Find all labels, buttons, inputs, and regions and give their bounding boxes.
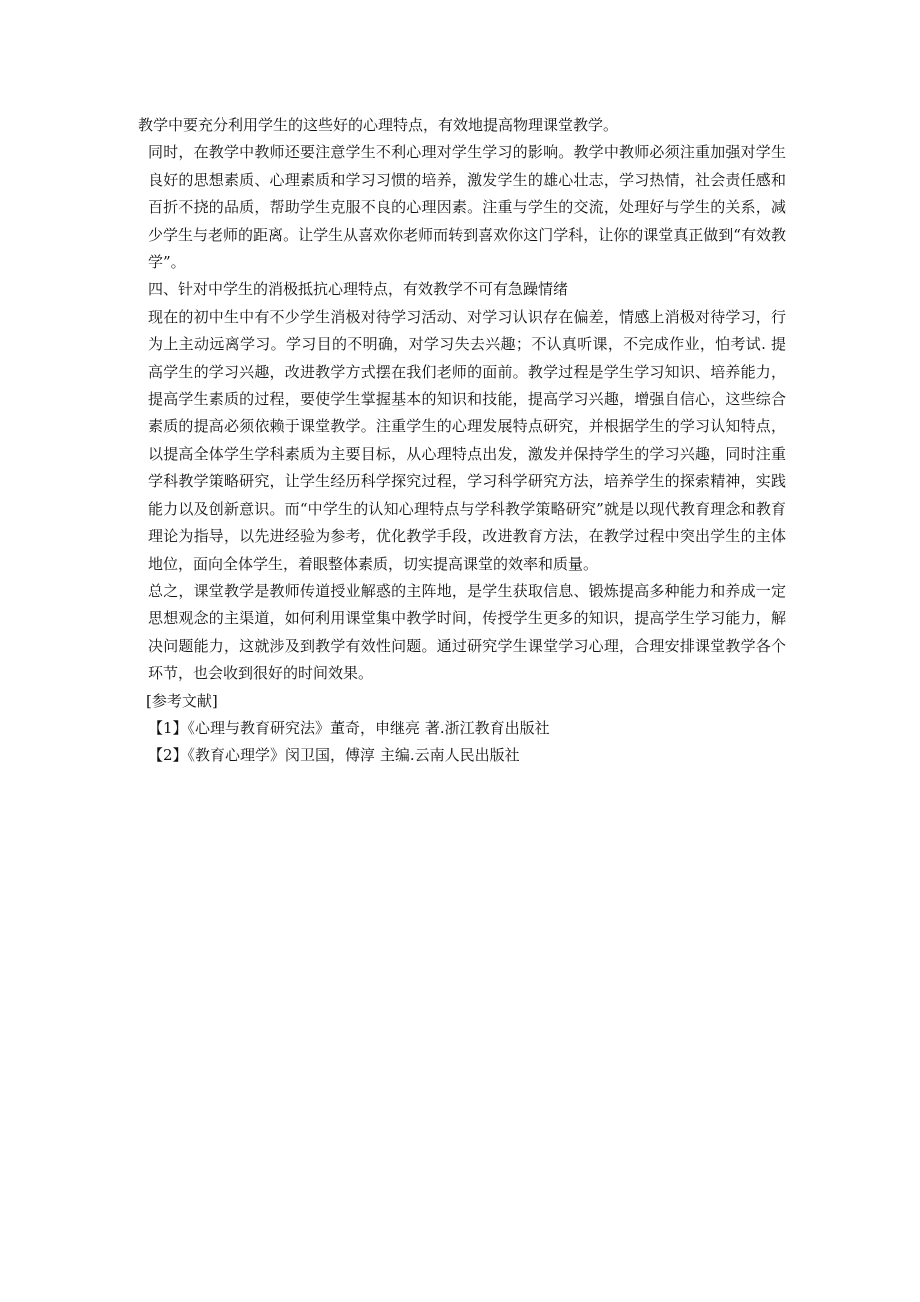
section-heading-four: 四、针对中学生的消极抵抗心理特点，有效教学不可有急躁情绪 <box>148 280 569 299</box>
reference-item-2: 【2】《教育心理学》闵卫国，傅淳 主编.云南人民出版社 <box>148 746 520 765</box>
paragraph-intro-continuation: 教学中要充分利用学生的这些好的心理特点，有效地提高物理课堂教学。 <box>138 116 619 134</box>
references-title: [参考文献] <box>146 691 218 710</box>
paragraph-teacher-influence: 同时，在教学中教师还要注意学生不利心理对学生学习的影响。教学中教师必须注重加强对学生良好的思想素质、心理素质和学习习惯的培养，激发学生的雄心壮志，学习热情，社会责任感和百折不挠的品质，帮助学生克服不良的心理因素。注重与学生的交流，处理好与学生的关系，减少学生与老师的距离。让学生从喜欢你老师而转到喜欢你这门学科，让你的课堂真正做到“有效教学”。 <box>148 143 786 272</box>
paragraph-conclusion: 总之，课堂教学是教师传道授业解惑的主阵地，是学生获取信息、锻炼提高多种能力和养成一定思想观念的主渠道，如何利用课堂集中教学时间，传授学生更多的知识，提高学生学习能力，解决问题能力，这就涉及到教学有效性问题。通过研究学生课堂学习心理，合理安排课堂教学各个环节，也会收到很好的时间效果。 <box>148 581 786 683</box>
paragraph-passive-students: 现在的初中生中有不少学生消极对待学习活动、对学习认识存在偏差，情感上消极对待学习，行为上主动远离学习。学习目的不明确，对学习失去兴趣；不认真听课，不完成作业，怕考试. 提高学生的学习兴趣，改进教学方式摆在我们老师的面前。教学过程是学生学习知识、培养能力，提高学生素质的过程，要使学生掌握基本的知识和技能，提高学习兴趣，增强自信心，这些综合素质的提高必须依赖于课堂教学。注重学生的心理发展特点研究，并根据学生的学习认知特点，以提高全体学生学科素质为主要目标，从心理特点出发，激发并保持学生的学习兴趣，同时注重学科教学策略研究，让学生经历科学探究过程，学习科学研究方法，培养学生的探索精神，实践能力以及创新意识。而“中学生的认知心理特点与学科教学策略研究”就是以现代教育理念和教育理论为指导，以先进经验为参考，优化教学手段，改进教育方法，在教学过程中突出学生的主体地位，面向全体学生，着眼整体素质，切实提高课堂的效率和质量。 <box>148 307 786 573</box>
document-page <box>138 112 786 770</box>
reference-item-1: 【1】《心理与教育研究法》董奇，申继亮 著.浙江教育出版社 <box>148 718 550 737</box>
